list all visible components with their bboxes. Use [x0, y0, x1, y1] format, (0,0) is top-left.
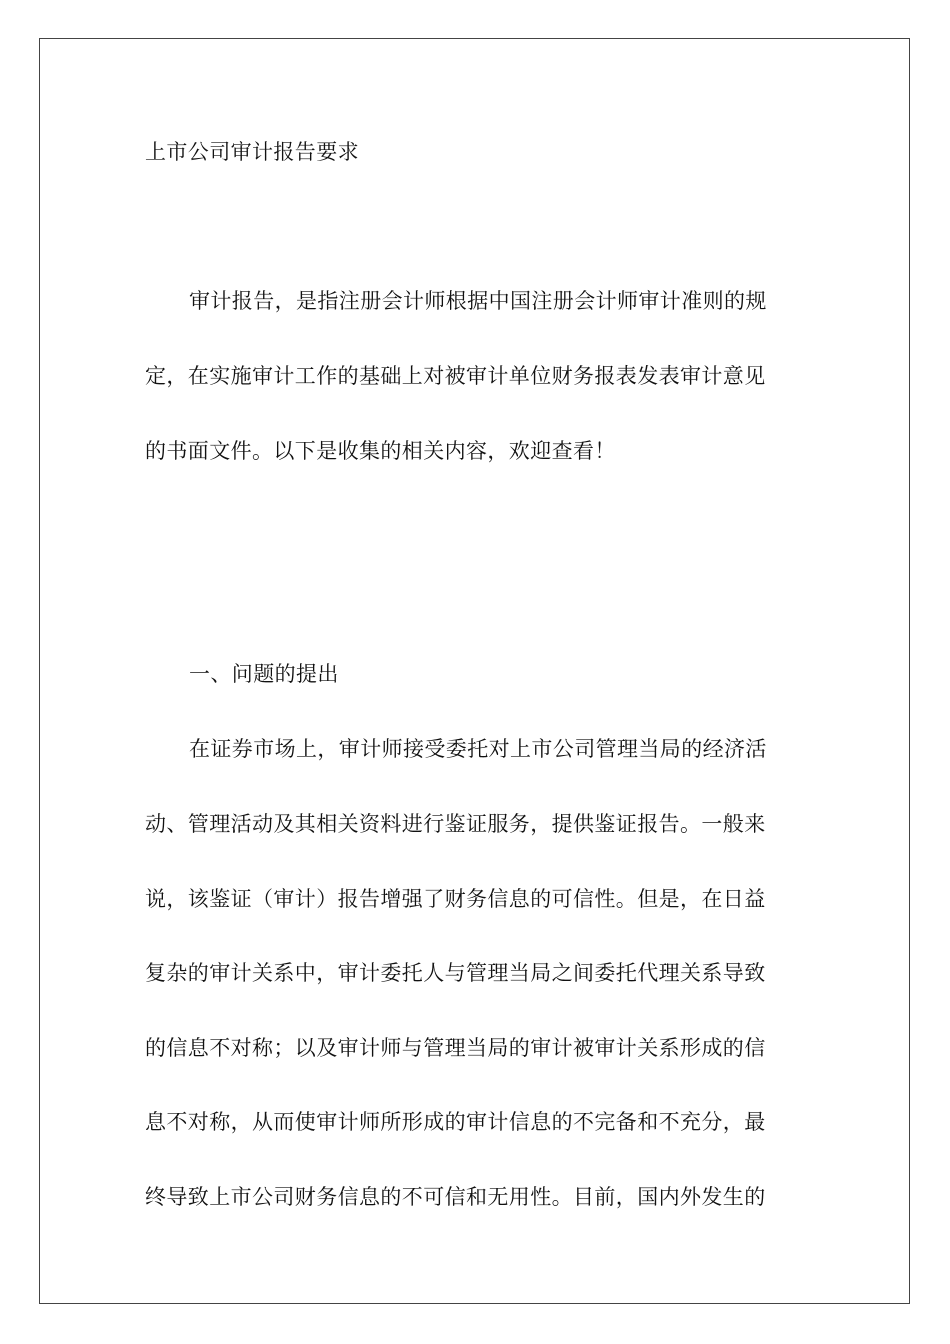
body-line-3: 说，该鉴证（审计）报告增强了财务信息的可信性。但是，在日益	[145, 887, 766, 911]
document-title: 上市公司审计报告要求	[145, 140, 359, 164]
intro-line-2: 定，在实施审计工作的基础上对被审计单位财务报表发表审计意见	[145, 364, 766, 388]
intro-line-1: 审计报告，是指注册会计师根据中国注册会计师审计准则的规	[189, 289, 767, 313]
body-line-7: 终导致上市公司财务信息的不可信和无用性。目前，国内外发生的	[145, 1185, 766, 1209]
body-line-2: 动、管理活动及其相关资料进行鉴证服务，提供鉴证报告。一般来	[145, 812, 766, 836]
section-heading: 一、问题的提出	[189, 662, 339, 686]
body-line-1: 在证券市场上，审计师接受委托对上市公司管理当局的经济活	[189, 737, 767, 761]
body-line-5: 的信息不对称；以及审计师与管理当局的审计被审计关系形成的信	[145, 1036, 766, 1060]
body-line-6: 息不对称，从而使审计师所形成的审计信息的不完备和不充分，最	[145, 1110, 766, 1134]
intro-line-3: 的书面文件。以下是收集的相关内容，欢迎查看！	[145, 439, 616, 463]
body-line-4: 复杂的审计关系中，审计委托人与管理当局之间委托代理关系导致	[145, 961, 766, 985]
